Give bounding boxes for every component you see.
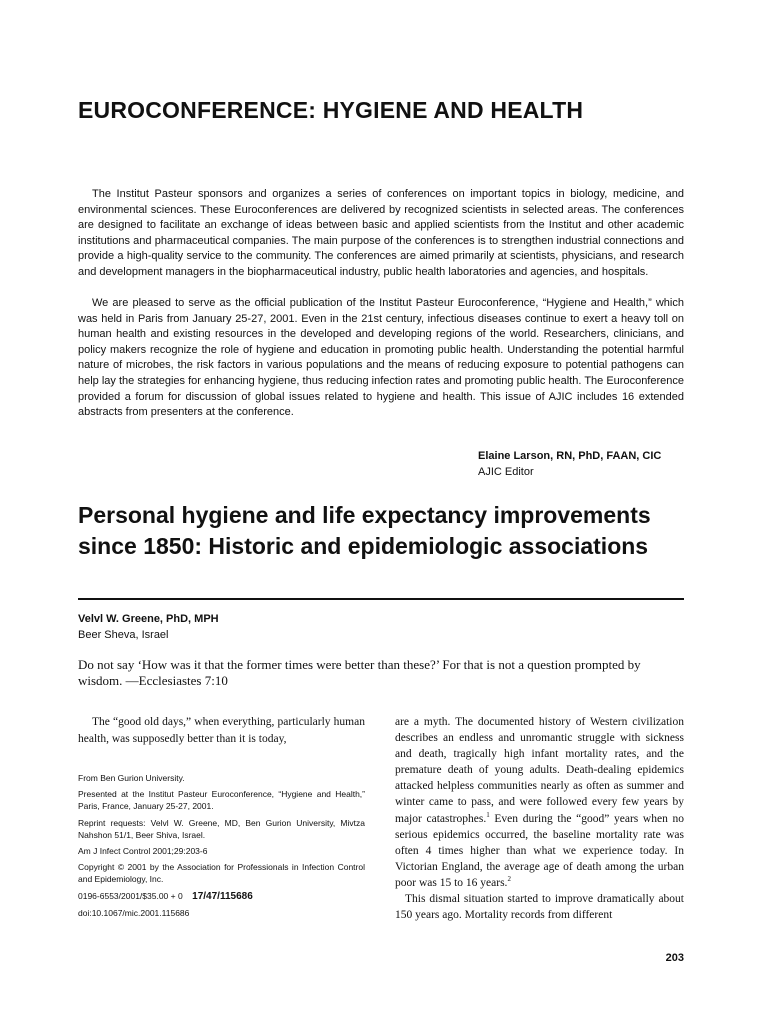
footnotes	[78, 772, 365, 923]
conference-title: EUROCONFERENCE: HYGIENE AND HEALTH	[78, 97, 584, 123]
footnote-copyright: Copyright © 2001 by the Association for Professionals in Infection Control and Epidemiology, Inc.	[78, 862, 365, 885]
intro-paragraph: We are pleased to serve as the official publication of the Institut Pasteur Euroconference, “Hygiene and Health,” which was held in Paris from January 25-27, 2001. Even in the 21st century, infectious diseases continue to exert a heavy toll on human health and existing resources in the developed and developing regions of the world. Researchers, clinicians, and policy makers recognize the role of hygiene and education in promoting public health. Understanding the potential harmful nature of microbes, the risk factors in various populations and the means of reducing exposure to potential pathogens can help lay the strategies for enhancing hygiene, thus reducing infection rates and promoting public health. The Euroconference provided a forum for discussion of global issues related to hygiene and health. This issue of AJIC includes 16 extended abstracts from presenters at the conference.	[78, 297, 684, 419]
footnote-reprint: Reprint requests: Velvl W. Greene, MD, Ben Gurion University, Mivtza Nahshon 51/1, Beer Shiva, Israel.	[78, 817, 365, 840]
author-name: Velvl W. Greene, PhD, MPH	[78, 613, 219, 625]
article-title: Personal hygiene and life expectancy improvements since 1850: Historic and epidemiologic associations	[78, 502, 651, 559]
reference-marker[interactable]: 1	[486, 810, 490, 819]
author-block	[78, 611, 219, 643]
editor-role: AJIC Editor	[478, 466, 534, 478]
page-number: 203	[665, 952, 684, 964]
title-divider	[78, 598, 684, 600]
reference-marker[interactable]: 2	[507, 875, 511, 884]
body-text-left: The “good old days,” when everything, particularly human health, was supposedly better than it is today,	[78, 716, 365, 745]
editor-signature	[478, 448, 661, 480]
footnote-doi: doi:10.1067/mic.2001.115686	[78, 907, 190, 918]
author-affiliation: Beer Sheva, Israel	[78, 629, 169, 641]
footnote-affiliation: From Ben Gurion University.	[78, 773, 185, 783]
footnote-issn-line	[78, 890, 365, 903]
body-text-right	[395, 714, 684, 923]
footnote-presented: Presented at the Institut Pasteur Euroconference, “Hygiene and Health,” Paris, France, January 25-27, 2001.	[78, 789, 365, 812]
footnote-citation: Am J Infect Control 2001;29:203-6	[78, 846, 208, 857]
editor-name: Elaine Larson, RN, PhD, FAAN, CIC	[478, 450, 662, 462]
intro-paragraph: The Institut Pasteur sponsors and organizes a series of conferences on important topics in biology, medicine, and environmental sciences. These Euroconferences are delivered by recognized scientists in selected areas. The conferences are designed to facilitate an exchange of ideas between basic and applied scientists from the Institut and other academic institutions and pharmaceutical companies. The main purpose of the conferences is to strengthen industrial connections and provide a high-quality service to the community. The conferences are aimed primarily at scientists, physicians, and research and development managers in the biopharmaceutical industry, public health laboratories and agencies, and hospitals.	[78, 188, 684, 278]
epigraph: Do not say ‘How was it that the former times were better than these?’ For that is not a question prompted by wisdom. —Ecclesiastes 7:10	[78, 657, 641, 688]
footnote-issn: 0196-6553/2001/$35.00 + 0	[78, 890, 183, 901]
body-paragraph: are a myth. The documented history of Western civilization describes an endless and unromantic struggle with sickness and death, tragically high infant mortality rates, and the premature death of young adults. Death-dealing epidemics attacked helpless communities nearly as often as summer and winter came to pass, and were followed every few years by major catastrophes.$^1$ Even during the “good” years when no serious epidemics occurred, the baseline mortality rate was often 4 times higher than what we experience today. In Victorian England, the average age of death among the urban poor was 15 to 16 years.$^2$	[395, 716, 684, 889]
body-paragraph: This dismal situation started to improve dramatically about 150 years ago. Mortality records from different	[395, 893, 684, 922]
footnote-code: 17/47/115686	[192, 890, 253, 902]
